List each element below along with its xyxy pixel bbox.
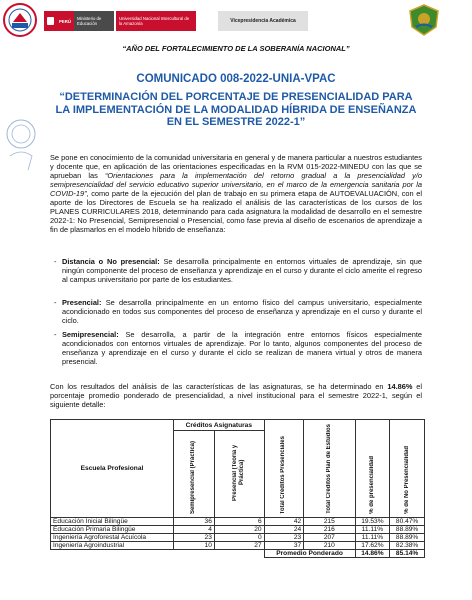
bullet-no-presencial: - Distancia o No presencial: Se desarrolla principalmente en entornos virtuales de aprendizaje, sin que ningún componente del proceso de enseñanza y aprendizaje en el curso y durante el ciclo amerite el regreso al campus universitario por parte de los estudiantes. xyxy=(54,257,422,284)
peru-label: PERÚ xyxy=(56,11,74,31)
header-pct-presencialidad: % de presencialidad xyxy=(355,420,390,518)
document-title: COMUNICADO 008-2022-UNIA-VPAC xyxy=(136,73,336,85)
header-pct-no-presencialidad: % de No Presencialidad xyxy=(390,420,425,518)
bullet-semipresencial: - Semipresencial: Se desarrolla, a partir de la integración entre entornos físicos especialmente acondicionados con entornos virtuales de aprendizaje. Por lo tanto, algunos componentes del proceso de enseñanza y aprendizaje en el curso y durante el ciclo se realizan de manera virtual y otros de manera presencial. xyxy=(54,330,422,366)
table-row: Ingeniería Agroforestal Acuícola 23 0 23 207 11.11% 88.89% xyxy=(51,534,425,542)
bullet-presencial: - Presencial: Se desarrolla principalmente en un entorno físico del campus universitario, especialmente acondicionado en todos sus componentes del proceso de enseñanza y aprendizaje en el curso y durante el ciclo. xyxy=(54,298,422,325)
table-footer-row xyxy=(51,550,425,558)
presencialidad-table xyxy=(50,419,425,558)
university-crest-icon xyxy=(407,3,441,37)
promedio-pct-no-presencialidad: 85.14% xyxy=(390,550,425,558)
header-presencial: Presencial (Teoría y Práctica) xyxy=(214,431,264,518)
unia-seal-icon xyxy=(2,2,38,38)
header-creditos-asignaturas: Créditos Asignaturas xyxy=(174,420,265,431)
header-escuela: Escuela Profesional xyxy=(51,420,174,518)
table-row: Ingeniería Agroindustrial 10 27 37 210 17.62% 82.38% xyxy=(51,542,425,550)
vicepresidencia-label: Vicepresidencia Académica xyxy=(218,11,308,31)
header-total-plan: Total Créditos Plan de Estudios xyxy=(304,420,355,518)
document-subtitle: “DETERMINACIÓN DEL PORCENTAJE DE PRESENCIALIDAD PARA LA IMPLEMENTACIÓN DE LA MODALIDAD HÍBRIDA DE ENSEÑANZA EN EL SEMESTRE 2022-1” xyxy=(55,91,417,128)
universidad-label: Universidad Nacional Intercultural de la Amazonía xyxy=(116,11,196,31)
header-semipresencial: Semipresencial (Práctica) xyxy=(174,431,215,518)
peru-shield-icon xyxy=(44,11,56,31)
page-header xyxy=(0,0,472,40)
intro-paragraph: Se pone en conocimiento de la comunidad universitaria en general y de manera particular a nuestros estudiantes y docente que, en aplicación de las orientaciones especificadas en la RVM 015-2022-MINEDU con las que se aprueban las “Orientaciones para la implementación del retorno gradual a la presencialidad y/o semipresencialidad del servicio educativo superior universitario, en el marco de la emergencia sanitaria por la COVID-19”, como parte de la ejecución del plan de trabajo en su primera etapa de AUTOEVALUACIÓN, con el aporte de los Directores de Escuela se ha realizado el análisis de las características de los cursos de los PLANES CURRICULARES 2018, determinando para cada asignatura la modalidad de desarrollo en el semestre 2022-1: No Presencial, Semipresencial o Presencial, como fase previa al diseño de escenarios de aprendizaje a fin de plasmarlos en el modelo híbrido de enseñanza: xyxy=(50,153,422,234)
ministerio-label: Ministerio de Educación xyxy=(74,11,114,31)
results-paragraph: Con los resultados del análisis de las características de las asignaturas, se ha determinado en 14.86% el porcentaje promedio ponderado de presencialidad, a nivel institucional para el semestre 2022-1, según el siguiente detalle: xyxy=(50,382,422,409)
header-total-presenciales: Total Créditos Presenciales xyxy=(264,420,304,518)
promedio-pct-presencialidad: 14.86% xyxy=(355,550,390,558)
promedio-ponderado-label: Promedio Ponderado xyxy=(264,550,355,558)
stamp-icon xyxy=(4,112,38,172)
year-motto: “AÑO DEL FORTALECIMIENTO DE LA SOBERANÍA NACIONAL” xyxy=(122,44,350,53)
table-row: Educación Primaria Bilingüe 4 20 24 216 11.11% 88.89% xyxy=(51,526,425,534)
government-banner xyxy=(44,11,196,31)
table-row: Educación Inicial Bilingüe 36 6 42 215 19.53% 80.47% xyxy=(51,518,425,526)
